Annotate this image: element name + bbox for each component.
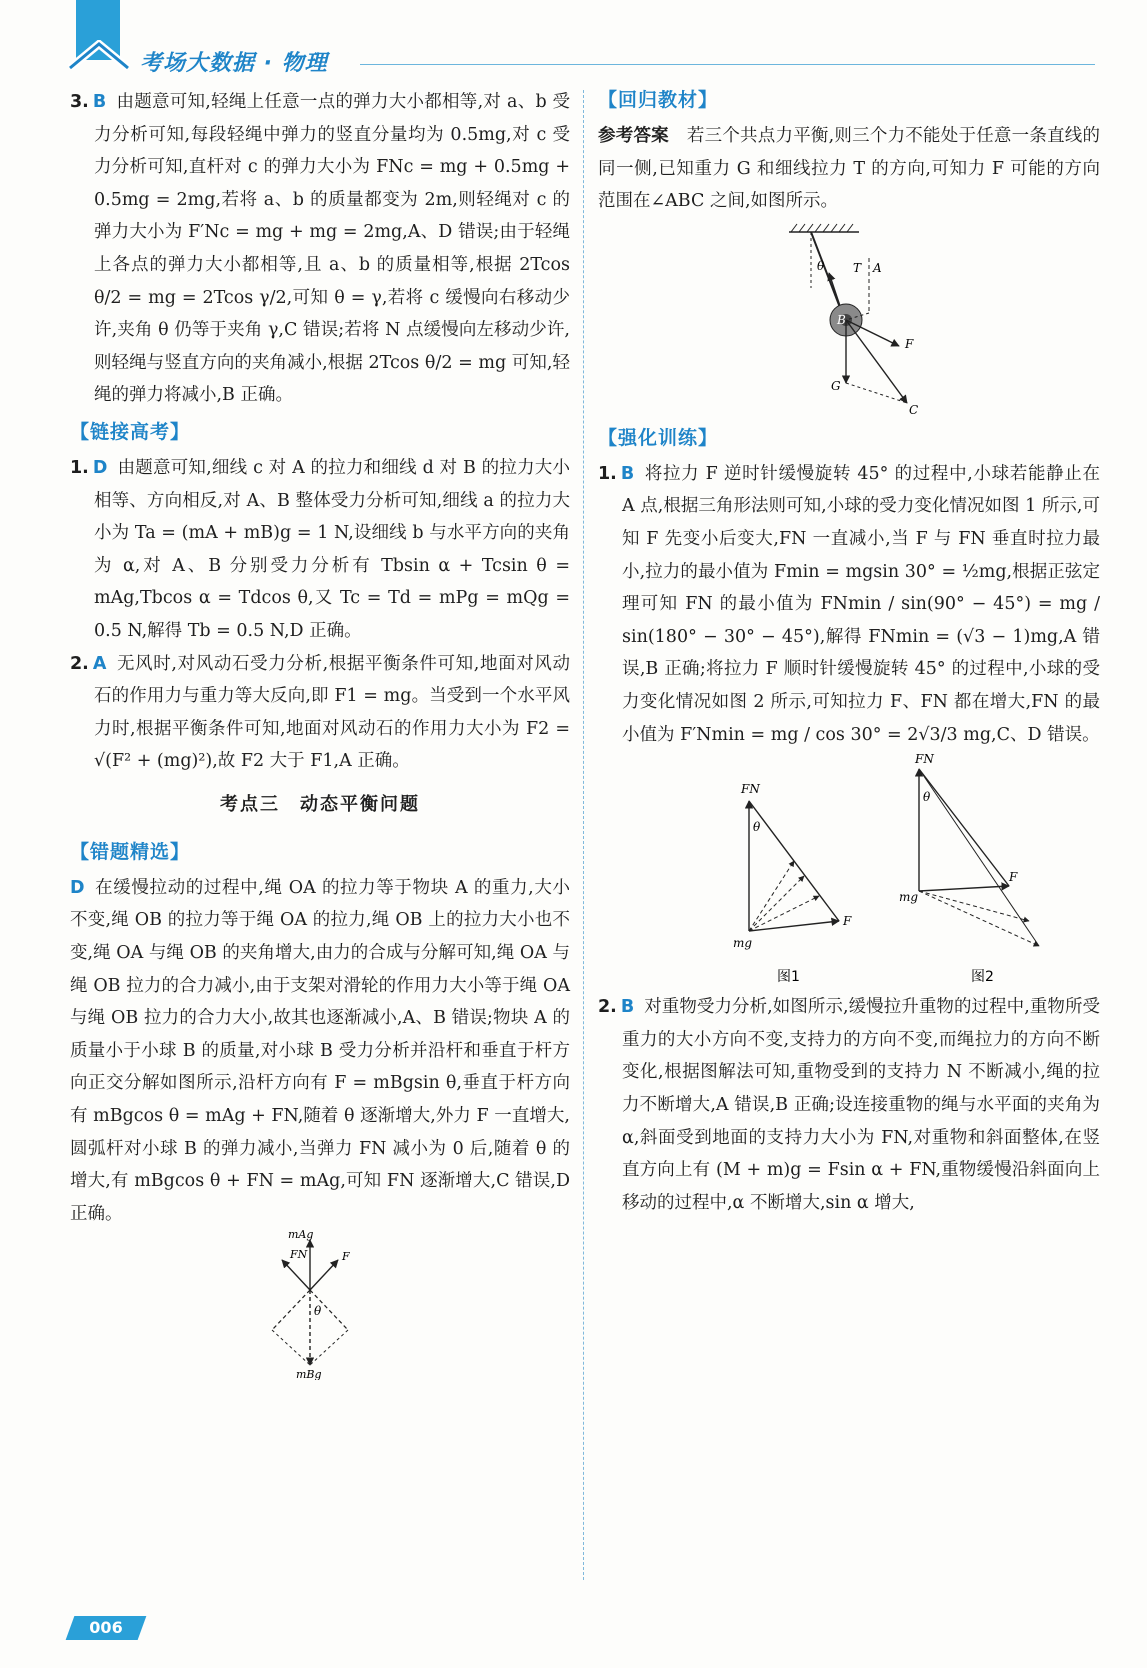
left-column [70,86,570,1380]
label-mAg: mAg [288,1230,314,1242]
section-heading-back: 【回归教材】 [598,89,719,111]
right-column [598,86,1100,1219]
label-F: F [905,336,914,351]
answer-letter: B [92,92,107,112]
fig1-label-mg: mg [733,936,753,951]
header-title: 考场大数据 · 物理 [140,51,328,76]
item-number: 1. [598,463,617,484]
train-item-1 [598,458,1100,751]
answer-letter: A [92,653,107,674]
label-F: F [342,1250,350,1264]
chevron-up-icon [68,40,130,70]
header-rule [360,64,1095,65]
label-mBg: mBg [296,1368,322,1381]
answer-letter: B [620,463,635,484]
item-text: 由题意可知,细线 c 对 A 的拉力和细线 d 对 B 的拉力大小相等、方向相反,对 A、B 整体受力分析可知,细线 a 的拉力大小为 Ta = (mA + mB)g = 1 N,设细线 b 与水平方向的夹角为 α,对 A、B 分别受力分析有 Tbsin α + Tcsin θ = mAg,Tbcos α = Tdcos θ,又 Tc = Td = mPg = mQg = 0.5 N,解得 Tb = 0.5 N,D 正确。 [94,457,570,641]
fig2-label-mg: mg [899,890,919,905]
item-text-cont: Nc = mg + 0.5mg + 0.5mg = 2mg,若将 a、b 的质量都变为 2m,则轻绳对 c 的弹力大小为 F′Nc = mg + mg = 2mg,A、D 错误;由于轻绳上各点的弹力大小都相等,且 a、b 的质量相等,根据 2Tcos θ/2 = mg = 2Tcos γ/2,可知 θ = γ,若将 c 缓慢向右移动少许,夹角 θ 仍等于夹角 γ,C 错误;若将 N 点缓慢向左移动少许,则轻绳与竖直方向的夹角减小,根据 2Tcos θ/2 = mg 可知,轻绳的弹力将减小,B 正确。 [94,157,570,406]
answer-letter: B [620,997,635,1018]
item-number: 1. [70,457,89,478]
label-G: G [831,378,841,393]
force-diagram-top [759,218,939,418]
reference-label: 参考答案 [598,126,669,146]
item-number: 3. [70,92,89,112]
label-T: T [853,260,862,275]
fig2-label-FN: FN [915,752,934,767]
fig1-label-FN: FN [741,782,760,797]
label-C: C [909,402,919,417]
fig2-label-F: F [1009,870,1018,885]
label-theta: θ [817,258,825,273]
label-A: A [873,260,882,275]
force-diagrams-1-2 [649,751,1049,991]
kaodian-heading: 考点三 动态平衡问题 [220,793,420,815]
page-number-badge [66,1616,147,1640]
section-heading-link: 【链接高考】 [70,420,191,443]
force-diagram-ball [250,1230,390,1380]
answer-item-3 [70,86,570,412]
column-divider [583,90,584,1580]
item-text: 将拉力 F 逆时针缓慢旋转 45° 的过程中,小球若能静止在 A 点,根据三角形法则可知,小球的受力变化情况如图 1 所示,可知 F 先变小后变大,FN 一直减小,当 F 与 FN 垂直时拉力最小,拉力的最小值为 Fmin = mgsin 30° = ½mg,根据正弦定理可知 FN 的最小值为 FNmin / sin(90° − 45°) = mg / sin(180° − 30° − 45°),解得 FNmin = (√3 − 1)mg,A 错误,B 正确;将拉力 F 顺时针缓慢旋转 45° 的过程中,小球的受力变化情况如图 2 所示,可知拉力 F、FN 都在增大,FN 的最小值为 F′Nmin = mg / cos 30° = 2√3/3 mg,C、D 错误。 [622,463,1100,745]
answer-letter: D [70,877,85,898]
answer-item-1 [70,452,570,648]
item-text: 由题意可知,轻绳上任意一点的弹力大小都相等,对 a、b 受力分析可知,每段轻绳中弹力的竖直分量均为 0.5mg,对 c 受力分析可知,直杆对 c 的弹力大小为 F [94,92,570,178]
wrong-text: 在缓慢拉动的过程中,绳 OA 的拉力等于物块 A 的重力,大小不变,绳 OB 的拉力等于绳 OA 的拉力,绳 OB 上的拉力大小也不变,绳 OA 与绳 OB 的夹角增大,由力的合成与分解可知,绳 OA 与绳 OB 拉力的合力减小,由于支架对滑轮的作用力大小等于绳 OA 与绳 OB 拉力的合力大小,故其也逐渐减小,A、B 错误;物块 A 的质量小于小球 B 的质量,对小球 B 受力分析并沿杆和垂直于杆方向正交分解如图所示,沿杆方向有 F = mBgsin θ,垂直于杆方向有 mBgcos θ = mAg + FN,随着 θ 逐渐增大,外力 F 一直增大,圆弧杆对小球 B 的弹力减小,当弹力 FN 减小为 0 后,随着 θ 的增大,有 mBgcos θ + FN = mAg,可知 FN 逐渐增大,C 错误,D 正确。 [70,877,570,1224]
fig1-caption: 图1 [777,969,800,986]
reference-text: 若三个共点力平衡,则三个力不能处于任意一条直线的同一侧,已知重力 G 和细线拉力 T 的方向,可知力 F 可能的方向范围在∠ABC 之间,如图所示。 [598,126,1101,212]
label-FN: FN [290,1248,308,1262]
item-number: 2. [598,997,617,1018]
train-item-2 [598,991,1100,1219]
fig2-caption: 图2 [971,969,994,986]
label-B: B [837,312,846,327]
fig1-label-F: F [843,914,852,929]
section-heading-wrong: 【错题精选】 [70,840,191,863]
answer-item-2 [70,648,570,778]
item-text: 对重物受力分析,如图所示,缓慢拉升重物的过程中,重物所受重力的大小方向不变,支持力的方向不变,而绳拉力的方向不断变化,根据图解法可知,重物受到的支持力 N 不断减小,绳的拉力不断增大,A 错误,B 正确;设连接重物的绳与水平面的夹角为 α,斜面受到地面的支持力大小为 FN,对重物和斜面整体,在竖直方向上有 (M + m)g = Fsin α + FN,重物缓慢沿斜面向上移动的过程中,α 不断增大,sin α 增大, [622,997,1100,1213]
answer-letter: D [92,457,108,478]
page-number: 006 [89,1618,123,1637]
label-theta: θ [314,1304,322,1319]
fig2-label-theta: θ [923,790,931,805]
section-heading-train: 【强化训练】 [598,426,719,449]
item-number: 2. [70,653,89,674]
fig1-label-theta: θ [753,820,761,835]
item-text: 无风时,对风动石受力分析,根据平衡条件可知,地面对风动石的作用力与重力等大反向,即 F1 = mg。当受到一个水平风力时,根据平衡条件可知,地面对风动石的作用力大小为 F2 = √(F² + (mg)²),故 F2 大于 F1,A 正确。 [94,653,570,772]
